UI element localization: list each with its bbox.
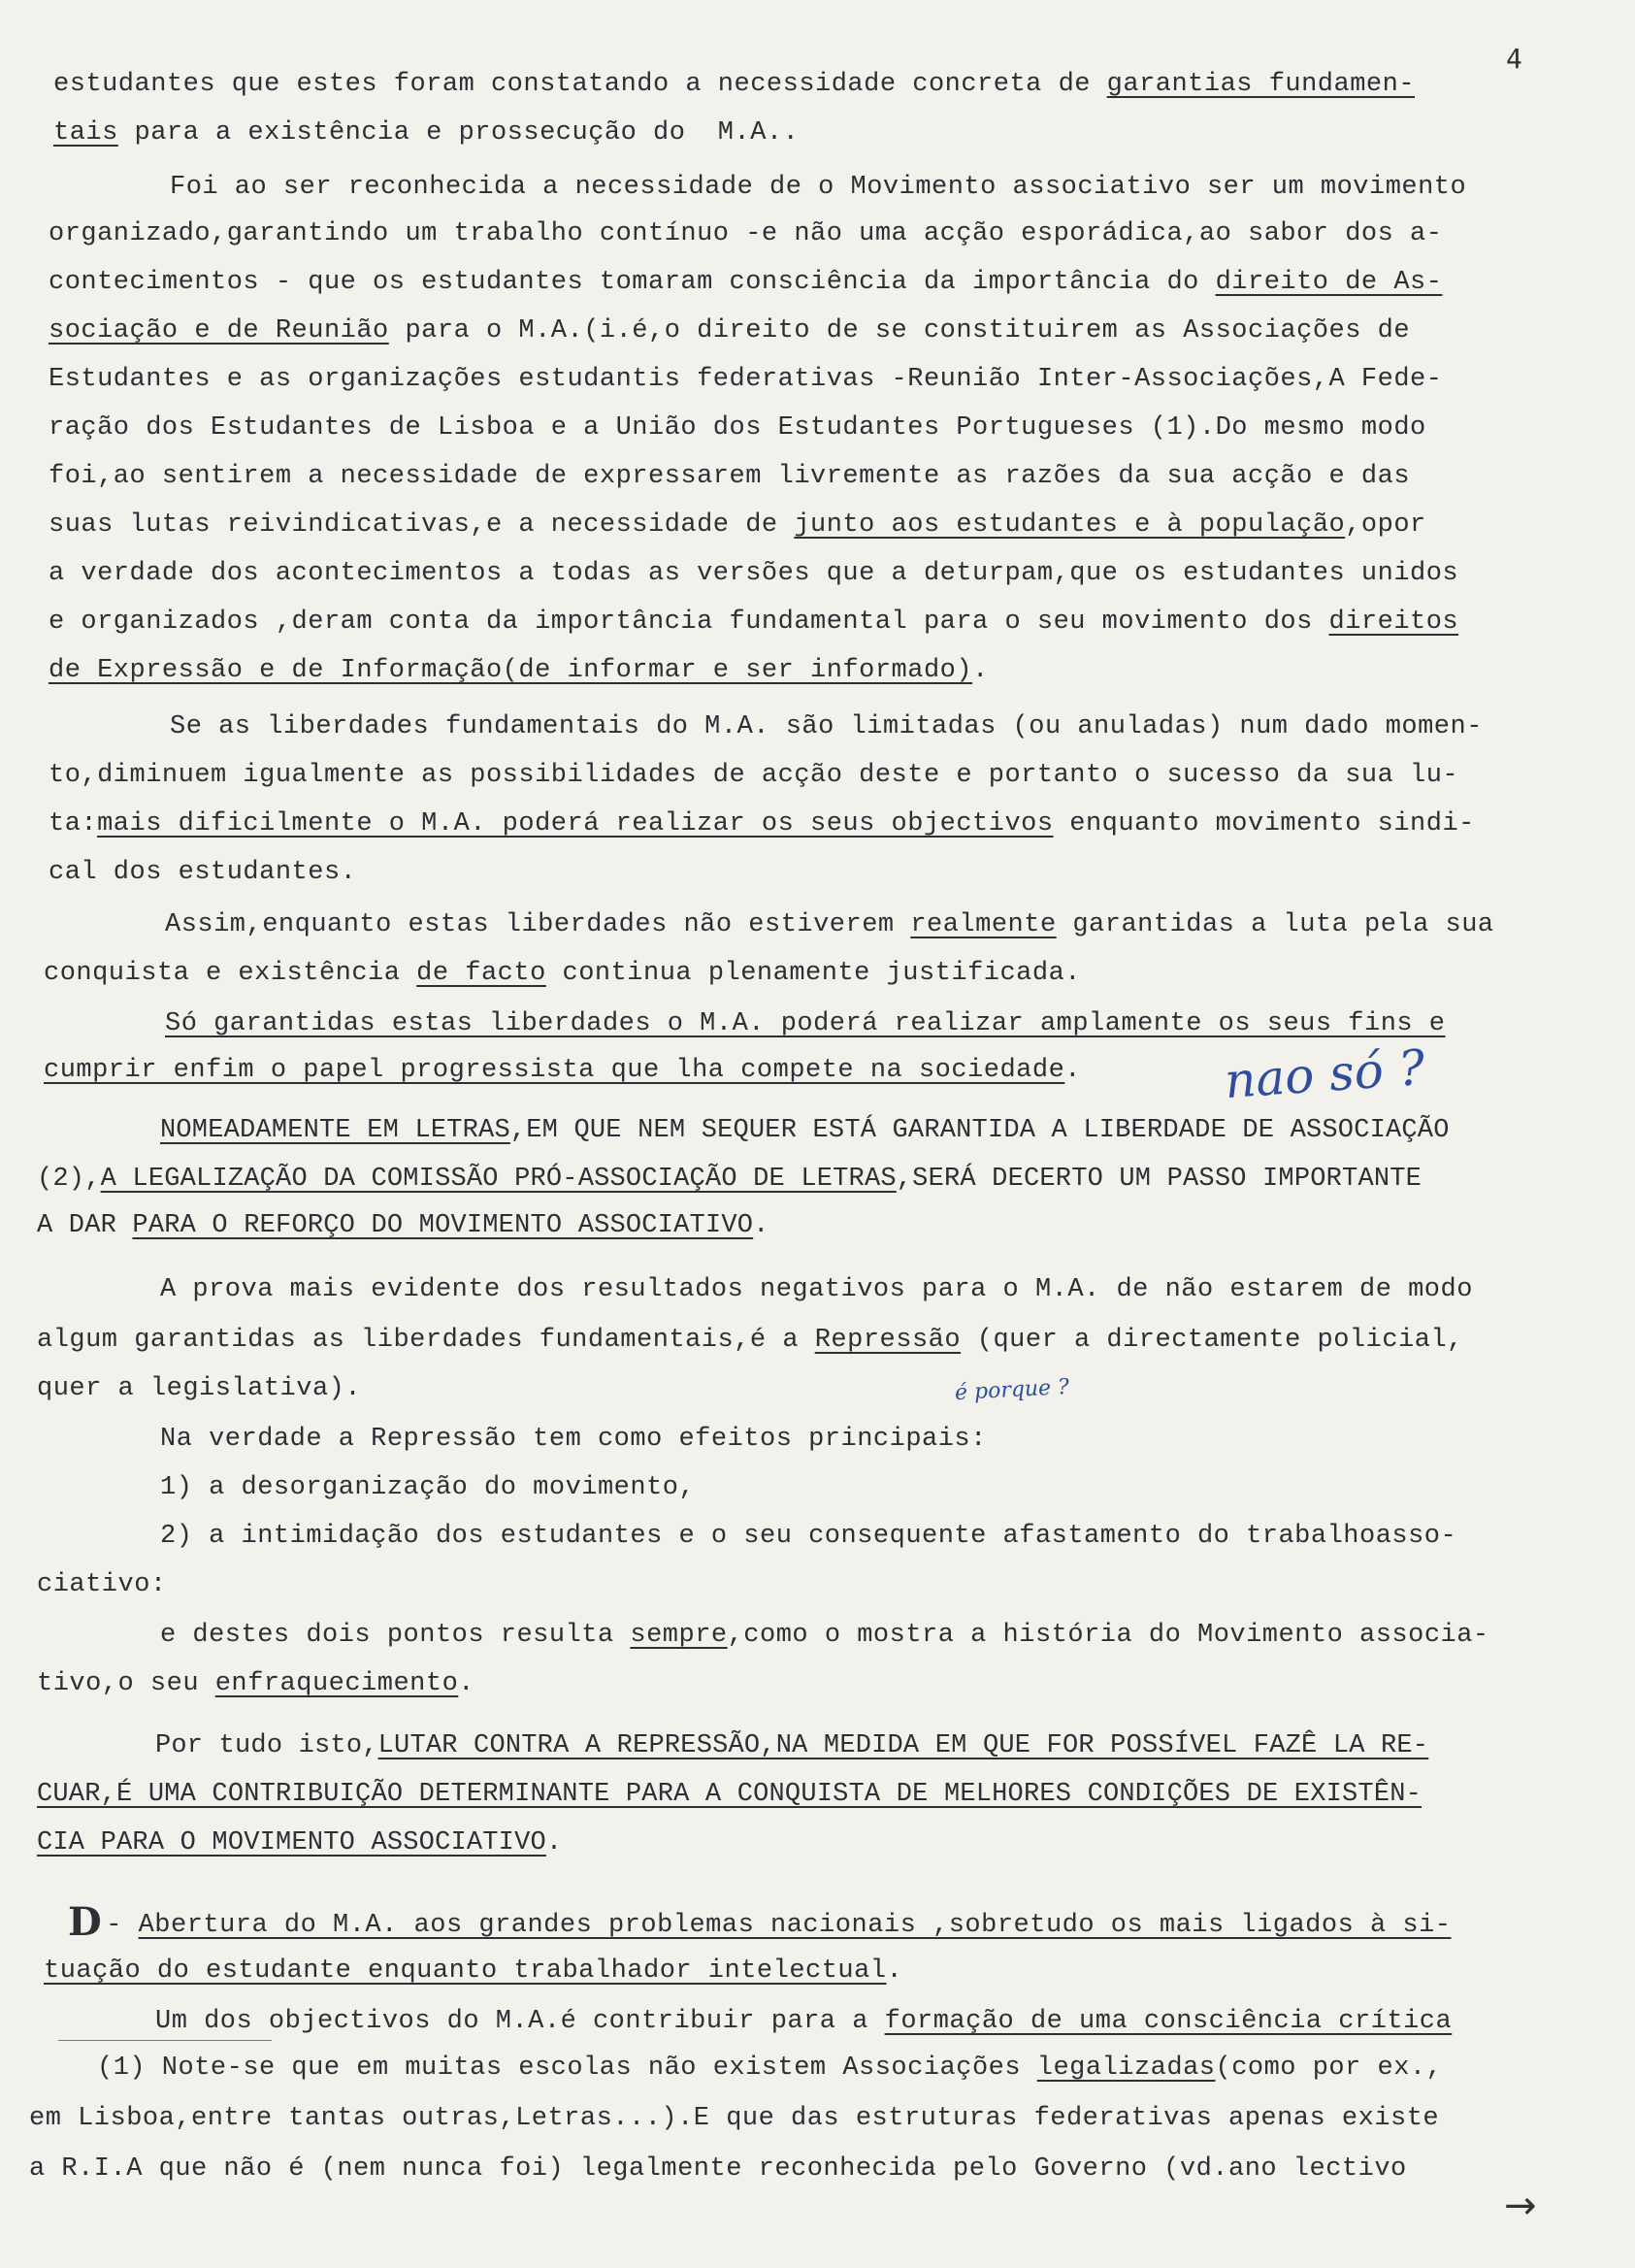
text-line	[37, 1324, 1463, 1357]
text-run: contecimentos - que os estudantes tomaram consciência da importância do	[49, 268, 1216, 297]
text-run: (como por ex.,	[1215, 2054, 1443, 2083]
text-line	[37, 1826, 562, 1859]
text-run: (1) Note-se que em muitas escolas não existem Associações	[97, 2054, 1037, 2083]
underlined-text: Abertura do M.A. aos grandes problemas nacionais ,sobretudo os mais ligados à si-	[138, 1911, 1452, 1940]
underlined-text: cumprir enfim o papel progressista que lha compete na sociedade	[44, 1056, 1065, 1085]
text-run: estudantes que estes foram constatando a necessidade concreta de	[53, 70, 1107, 99]
text-run: .	[545, 1828, 563, 1857]
text-line: Se as liberdades fundamentais do M.A. são limitadas (ou anuladas) num dado momen-	[170, 712, 1483, 741]
underlined-text: LUTAR CONTRA A REPRESSÃO,NA MEDIDA EM QUE FOR POSSÍVEL FAZÊ LA RE-	[377, 1731, 1429, 1760]
text-line	[49, 606, 1458, 639]
text-line	[37, 1163, 1422, 1196]
underlined-text: realmente	[910, 910, 1057, 939]
underlined-text: garantias fundamen-	[1106, 70, 1416, 99]
footnote-line	[97, 2052, 1442, 2085]
text-line	[155, 1729, 1428, 1762]
underlined-text: enfraquecimento	[214, 1669, 459, 1698]
text-run: para o M.A.(i.é,o direito de se constituirem as Associações de	[388, 316, 1411, 345]
text-line	[165, 908, 1494, 941]
text-run: ta:	[49, 809, 98, 838]
text-line: Na verdade a Repressão tem como efeitos principais:	[160, 1425, 987, 1454]
section-letter: D	[68, 1899, 103, 1945]
text-line	[155, 2005, 1452, 2038]
section-heading	[68, 1899, 1452, 1945]
text-run: ,opor	[1345, 510, 1426, 540]
text-run: .	[1064, 1056, 1081, 1085]
footnote-rule	[58, 2040, 272, 2041]
text-line	[44, 1054, 1081, 1087]
text-run: -	[106, 1911, 139, 1940]
text-line: a verdade dos acontecimentos a todas as versões que a deturpam,que os estudantes unidos	[49, 559, 1459, 588]
text-line: to,diminuem igualmente as possibilidades de acção deste e portanto o sucesso da sua lu-	[49, 761, 1459, 790]
text-line: 2) a intimidação dos estudantes e o seu consequente afastamento do trabalhoasso-	[160, 1522, 1457, 1551]
text-run: suas lutas reivindicativas,e a necessidade de	[49, 510, 795, 540]
text-line	[37, 1667, 474, 1700]
text-run: continua plenamente justificada.	[545, 959, 1081, 988]
text-line: Foi ao ser reconhecida a necessidade de o Movimento associativo ser um movimento	[170, 173, 1467, 202]
underlined-text: legalizadas	[1036, 2054, 1216, 2083]
text-line	[49, 509, 1426, 542]
underlined-text: de facto	[416, 959, 546, 988]
page-number: 4	[1506, 43, 1522, 75]
underlined-text: CUAR,É UMA CONTRIBUIÇÃO DETERMINANTE PARA A CONQUISTA DE MELHORES CONDIÇÕES DE EXISTÊN-	[37, 1780, 1422, 1809]
text-run: ,como o mostra a história do Movimento associa-	[727, 1621, 1489, 1650]
underlined-text: Repressão	[814, 1326, 962, 1355]
text-line	[49, 654, 989, 687]
text-run: conquista e existência	[44, 959, 417, 988]
underlined-text: PARA O REFORÇO DO MOVIMENTO ASSOCIATIVO	[132, 1211, 754, 1240]
text-run: (quer a directamente policial,	[961, 1326, 1463, 1355]
text-line	[53, 68, 1415, 101]
text-line: ciativo:	[37, 1570, 167, 1599]
text-line: organizado,garantindo um trabalho contínuo -e não uma acção esporádica,ao sabor dos a-	[49, 219, 1443, 248]
text-run: Assim,enquanto estas liberdades não estiverem	[165, 910, 911, 939]
text-line	[160, 1619, 1489, 1652]
text-run: para a existência e prossecução do M.A..	[117, 118, 800, 148]
text-run: tivo,o seu	[37, 1669, 215, 1698]
underlined-text: junto aos estudantes e à população	[794, 510, 1346, 540]
handwritten-note: nao só ?	[1223, 1038, 1427, 1110]
text-run: Por tudo isto,	[155, 1731, 378, 1760]
text-line	[37, 1209, 769, 1242]
handwritten-text: é porque ?	[954, 1374, 1070, 1406]
underlined-text: NOMEADAMENTE EM LETRAS	[160, 1116, 510, 1145]
text-line: quer a legislativa).	[37, 1374, 362, 1403]
continuation-arrow-icon: →	[1504, 2184, 1537, 2228]
text-run: e destes dois pontos resulta	[160, 1621, 631, 1650]
text-run: enquanto movimento sindi-	[1053, 809, 1475, 838]
text-line	[160, 1114, 1450, 1147]
text-run: .	[886, 1956, 903, 1986]
text-line	[49, 807, 1475, 840]
underlined-text: A LEGALIZAÇÃO DA COMISSÃO PRÓ-ASSOCIAÇÃO DE LETRAS	[100, 1165, 897, 1194]
text-run: garantidas a luta pela sua	[1056, 910, 1494, 939]
text-line: 1) a desorganização do movimento,	[160, 1473, 696, 1502]
text-run: .	[972, 656, 989, 685]
text-run: ,SERÁ DECERTO UM PASSO IMPORTANTE	[896, 1165, 1422, 1194]
underlined-text: tais	[53, 118, 118, 148]
underlined-text: Só garantidas estas liberdades o M.A. poderá realizar amplamente os seus fins e	[165, 1009, 1446, 1038]
text-line	[49, 314, 1410, 347]
footnote-line: em Lisboa,entre tantas outras,Letras...).E que das estruturas federativas apenas existe	[29, 2104, 1440, 2133]
text-run: Um dos objectivos do M.A.é contribuir para a	[155, 2007, 885, 2036]
text-run: e organizados ,deram conta da importância fundamental para o seu movimento dos	[49, 608, 1329, 637]
text-run: (2),	[37, 1165, 101, 1194]
text-run: ,EM QUE NEM SEQUER ESTÁ GARANTIDA A LIBERDADE DE ASSOCIAÇÃO	[509, 1116, 1450, 1145]
text-line: foi,ao sentirem a necessidade de expressarem livremente as razões da sua acção e das	[49, 462, 1411, 491]
underlined-text: sempre	[630, 1621, 728, 1650]
text-run: .	[753, 1211, 769, 1240]
underlined-text: direitos	[1328, 608, 1459, 637]
text-line: cal dos estudantes.	[49, 858, 357, 887]
text-line: ração dos Estudantes de Lisboa e a União dos Estudantes Portugueses (1).Do mesmo modo	[49, 413, 1426, 443]
text-run: algum garantidas as liberdades fundamentais,é a	[37, 1326, 815, 1355]
footnote-line: a R.I.A que não é (nem nunca foi) legalmente reconhecida pelo Governo (vd.ano lectivo	[29, 2154, 1407, 2184]
underlined-text: mais dificilmente o M.A. poderá realizar os seus objectivos	[97, 809, 1054, 838]
text-line	[53, 116, 799, 149]
text-run: A DAR	[37, 1211, 133, 1240]
text-line	[37, 1778, 1422, 1811]
text-line	[165, 1007, 1446, 1040]
underlined-text: tuação do estudante enquanto trabalhador intelectual	[44, 1956, 887, 1986]
text-run: .	[458, 1669, 474, 1698]
underlined-text: formação de uma consciência crítica	[884, 2007, 1453, 2036]
text-line	[49, 266, 1442, 299]
handwritten-note	[954, 1375, 1069, 1405]
underlined-text: de Expressão e de Informação(de informar e ser informado)	[49, 656, 973, 685]
underlined-text: direito de As-	[1215, 268, 1443, 297]
underlined-text: sociação e de Reunião	[49, 316, 389, 345]
text-line	[44, 957, 1081, 990]
text-line: A prova mais evidente dos resultados negativos para o M.A. de não estarem de modo	[160, 1275, 1473, 1304]
text-line	[44, 1955, 902, 1988]
text-line: Estudantes e as organizações estudantis federativas -Reunião Inter-Associações,A Fede-	[49, 365, 1443, 394]
underlined-text: CIA PARA O MOVIMENTO ASSOCIATIVO	[37, 1828, 546, 1857]
